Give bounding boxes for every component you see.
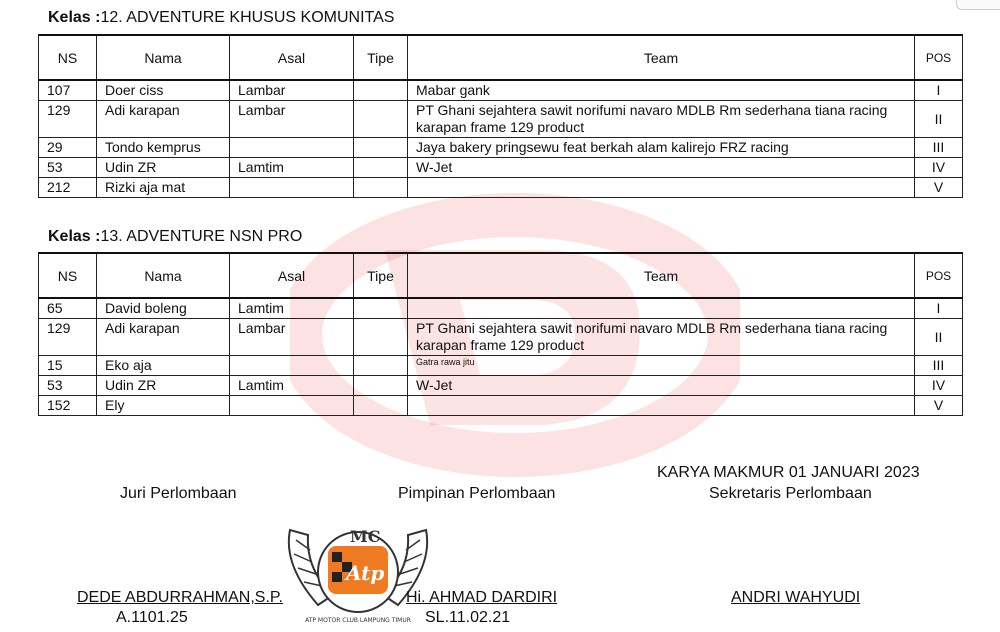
cell-nama: Udin ZR: [97, 376, 230, 396]
header-nama: Nama: [97, 35, 230, 80]
cell-asal: [230, 356, 354, 376]
header-nama: Nama: [97, 253, 230, 298]
cell-team: PT Ghani sejahtera sawit norifumi navaro MDLB Rm sederhana tiana racing karapan frame 129 product: [408, 319, 915, 356]
cell-team: Jaya bakery pringsewu feat berkah alam kalirejo FRZ racing: [408, 138, 915, 158]
cell-ns: 53: [39, 158, 97, 178]
header-team: Team: [408, 35, 915, 80]
cell-tipe: [354, 376, 408, 396]
header-tipe: Tipe: [354, 35, 408, 80]
cell-nama: Ely: [97, 396, 230, 416]
cell-ns: 129: [39, 319, 97, 356]
juri-role: Juri Perlombaan: [120, 485, 237, 502]
header-pos: POS: [915, 35, 963, 80]
juri-id: A.1101.25: [116, 609, 188, 626]
cell-pos: III: [915, 138, 963, 158]
cell-team: W-Jet: [408, 376, 915, 396]
cell-tipe: [354, 138, 408, 158]
cell-ns: 107: [39, 80, 97, 101]
cell-tipe: [354, 158, 408, 178]
cell-tipe: [354, 80, 408, 101]
cell-asal: Lambar: [230, 80, 354, 101]
atp-club-logo: [278, 510, 438, 630]
place-date: KARYA MAKMUR 01 JANUARI 2023: [657, 464, 920, 481]
cell-asal: Lamtim: [230, 158, 354, 178]
cell-pos: V: [915, 396, 963, 416]
cell-team: [408, 178, 915, 198]
table-row: [39, 101, 963, 138]
header-pos: POS: [915, 253, 963, 298]
table-row: [39, 80, 963, 101]
table-row: [39, 376, 963, 396]
page-corner-tab: [956, 0, 1000, 10]
cell-team: Mabar gank: [408, 80, 915, 101]
cell-pos: II: [915, 319, 963, 356]
header-asal: Asal: [230, 35, 354, 80]
cell-pos: III: [915, 356, 963, 376]
cell-nama: Adi karapan: [97, 101, 230, 138]
cell-nama: Eko aja: [97, 356, 230, 376]
cell-asal: [230, 138, 354, 158]
pimpinan-name: Hi. AHMAD DARDIRI: [406, 589, 558, 606]
table-header-row: [39, 35, 963, 80]
cell-ns: 152: [39, 396, 97, 416]
cell-tipe: [354, 298, 408, 319]
header-ns: NS: [39, 253, 97, 298]
cell-ns: 65: [39, 298, 97, 319]
sekretaris-role: Sekretaris Perlombaan: [709, 485, 872, 502]
cell-asal: Lambar: [230, 319, 354, 356]
cell-ns: 29: [39, 138, 97, 158]
cell-team: [408, 298, 915, 319]
class-title-13: Kelas :13. ADVENTURE NSN PRO: [48, 228, 303, 245]
header-team: Team: [408, 253, 915, 298]
cell-pos: IV: [915, 158, 963, 178]
cell-team: [408, 396, 915, 416]
table-row: [39, 319, 963, 356]
cell-ns: 129: [39, 101, 97, 138]
cell-ns: 15: [39, 356, 97, 376]
logo-initials: Atp: [346, 561, 385, 585]
juri-name: DEDE ABDURRAHMAN,S.P.: [77, 589, 283, 606]
cell-nama: Rizki aja mat: [97, 178, 230, 198]
cell-nama: Udin ZR: [97, 158, 230, 178]
cell-team: W-Jet: [408, 158, 915, 178]
cell-asal: Lambar: [230, 101, 354, 138]
cell-nama: Adi karapan: [97, 319, 230, 356]
header-asal: Asal: [230, 253, 354, 298]
cell-nama: David boleng: [97, 298, 230, 319]
table-row: [39, 396, 963, 416]
header-tipe: Tipe: [354, 253, 408, 298]
header-ns: NS: [39, 35, 97, 80]
cell-tipe: [354, 101, 408, 138]
cell-team-small: Gatra rawa jitu: [416, 357, 475, 367]
cell-ns: 53: [39, 376, 97, 396]
cell-tipe: [354, 356, 408, 376]
cell-team: PT Ghani sejahtera sawit norifumi navaro MDLB Rm sederhana tiana racing karapan frame 129 product: [408, 101, 915, 138]
table-header-row: [39, 253, 963, 298]
cell-tipe: [354, 319, 408, 356]
class-title-12: Kelas :12. ADVENTURE KHUSUS KOMUNITAS: [48, 9, 395, 26]
cell-pos: I: [915, 80, 963, 101]
cell-asal: Lamtim: [230, 376, 354, 396]
pimpinan-role: Pimpinan Perlombaan: [398, 485, 556, 502]
cell-asal: [230, 396, 354, 416]
table-row: [39, 356, 963, 376]
logo-monogram: MC: [350, 527, 381, 546]
logo-ring-text: ATP MOTOR CLUB LAMPUNG TIMUR: [305, 617, 411, 624]
cell-pos: I: [915, 298, 963, 319]
pimpinan-id: SL.11.02.21: [425, 609, 511, 626]
cell-team: [408, 356, 915, 376]
cell-asal: Lamtim: [230, 298, 354, 319]
table-row: [39, 298, 963, 319]
results-table-12: [38, 34, 962, 198]
cell-tipe: [354, 178, 408, 198]
table-row: [39, 138, 963, 158]
cell-pos: IV: [915, 376, 963, 396]
cell-nama: Tondo kemprus: [97, 138, 230, 158]
table-row: [39, 178, 963, 198]
cell-pos: V: [915, 178, 963, 198]
results-table-13: [38, 252, 962, 416]
cell-nama: Doer ciss: [97, 80, 230, 101]
cell-pos: II: [915, 101, 963, 138]
sekretaris-name: ANDRI WAHYUDI: [731, 589, 861, 606]
cell-ns: 212: [39, 178, 97, 198]
cell-asal: [230, 178, 354, 198]
table-row: [39, 158, 963, 178]
cell-tipe: [354, 396, 408, 416]
